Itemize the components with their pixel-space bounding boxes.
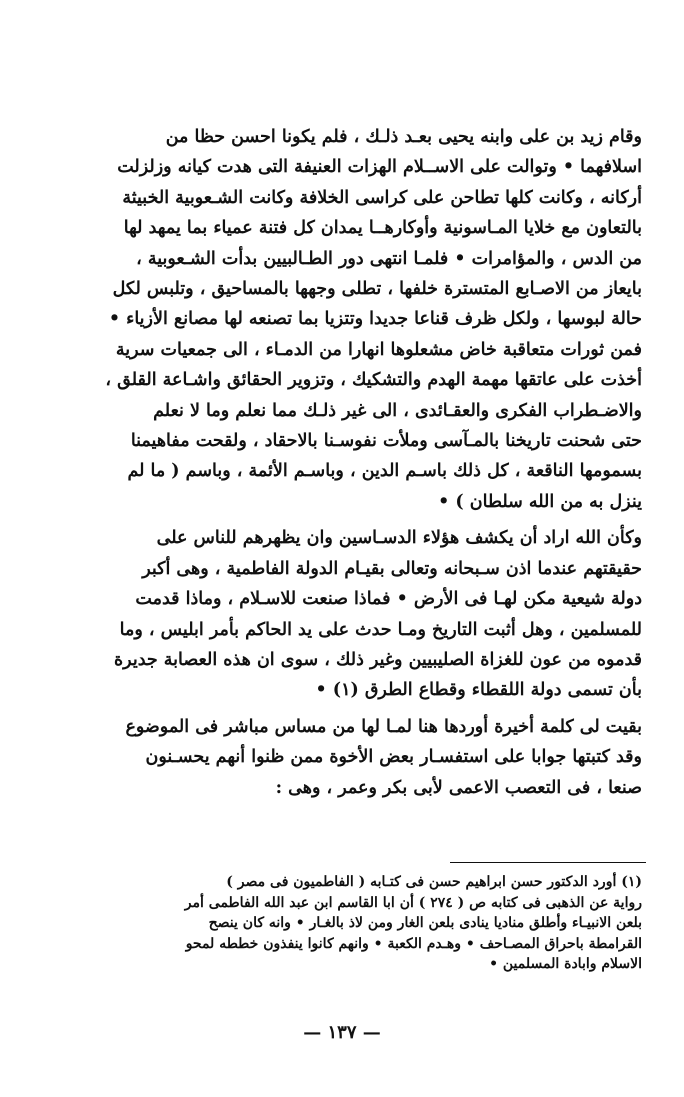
text-line: حقيقتهم عندما اذن سـبحانه وتعالى بقيـام الدولة الفاطمية ، وهى أكبر	[142, 558, 642, 579]
text-line: صنعا ، فى التعصب الاعمى لأبى بكر وعمر ، وهى :	[275, 777, 642, 798]
paragraph-2	[44, 523, 642, 705]
text-line: بايعاز من الاصـابع المتسترة خلفها ، تطلى وجهها بالمساحيق ، وتلبس لكل	[112, 279, 642, 300]
text-line: والاضـطراب الفكرى والعقـائدى ، الى غير ذلـك مما نعلم وما لا نعلم	[153, 400, 642, 421]
text-line: من الدس ، والمؤامرات • فلمـا انتهى دور الطـالبيين بدأت الشـعوبية ،	[136, 248, 642, 269]
text-line: اسلافهما • وتوالت على الاســلام الهزات العنيفة التى هدت كيانه وزلزلت	[117, 157, 642, 178]
text-line: حالة لبوسها ، ولكل ظرف قناعا جديدا وتتزيا بما تصنعه لها مصانع الأزياء •	[108, 309, 642, 330]
text-line: حتى شحنت تاريخنا بالمـآسى وملأت نفوسـنا بالاحقاد ، ولقحت مفاهيمنا	[130, 431, 642, 452]
text-line: بأن تسمى دولة اللقطاء وقطاع الطرق (١) •	[315, 680, 642, 701]
paragraph-1	[44, 122, 642, 517]
text-line: أخذت على عاتقها مهمة الهدم والتشكيك ، وتزوير الحقائق واشـاعة القلق ،	[105, 370, 642, 391]
footnote-divider	[450, 862, 646, 863]
footnote-line: بلعن الانبيـاء وأطلق مناديا ينادى بلعن الغار ومن لاذ بالغـار • وانه كان ينصح	[208, 915, 642, 931]
footnote-line: الاسلام وابادة المسلمين •	[489, 956, 642, 972]
text-line: بقيت لى كلمة أخيرة أوردها هنا لمـا لها من مساس مباشر فى الموضوع	[125, 716, 642, 737]
page-number: — ١٣٧ —	[303, 1022, 381, 1043]
text-line: قدموه من عون للغزاة الصليبيين وغير ذلك ، سوى ان هذه العصابة جديرة	[114, 649, 642, 670]
footnote-line: رواية عن الذهبى فى كتابه ص ( ٢٧٤ ) أن ابا القاسم ابن عبد الله الفاطمى أمر	[184, 894, 642, 911]
text-line: ينزل به من الله سلطان ) •	[438, 491, 642, 512]
body-text	[44, 122, 642, 803]
text-line: بالتعاون مع خلايا المـاسونية وأوكارهــا يمدان كل فتنة عمياء بما يمهد لها	[123, 218, 642, 239]
text-line: فمن ثورات متعاقبة خاض مشعلوها انهارا من الدمـاء ، الى جمعيات سرية	[115, 339, 642, 360]
text-line: للمسلمين ، وهل أثبت التاريخ ومـا حدث على يد الحاكم بأمر ابليس ، وما	[119, 619, 642, 640]
footnote-line: (١) أورد الدكتور حسن ابراهيم حسن فى كتـابه ( الفاطميون فى مصر )	[226, 874, 642, 890]
text-line: وكأن الله اراد أن يكشف هؤلاء الدسـاسين وان يظهرهم للناس على	[156, 528, 642, 549]
footnote-line: القرامطة باحراق المصـاحف • وهـدم الكعبة • وانهم كانوا ينفذون خططه لمحو	[185, 935, 642, 952]
text-line: بسمومها الناقعة ، كل ذلك باسـم الدين ، وباسـم الأئمة ، وباسم ( ما لم	[127, 461, 642, 482]
text-line: وقام زيد بن على وابنه يحيى بعـد ذلـك ، فلم يكونا احسن حظا من	[165, 127, 642, 147]
text-line: وقد كتبتها جوابا على استفسـار بعض الأخوة ممن ظنوا أنهم يحسـنون	[145, 747, 642, 768]
text-line: أركانه ، وكانت كلها تطاحن على كراسى الخلافة وكانت الشـعوبية الخبيثة	[122, 187, 642, 208]
footnote	[44, 872, 642, 975]
text-line: دولة شيعية مكن لهـا فى الأرض • فماذا صنعت للاسـلام ، وماذا قدمت	[135, 589, 642, 610]
paragraph-3	[44, 712, 642, 803]
